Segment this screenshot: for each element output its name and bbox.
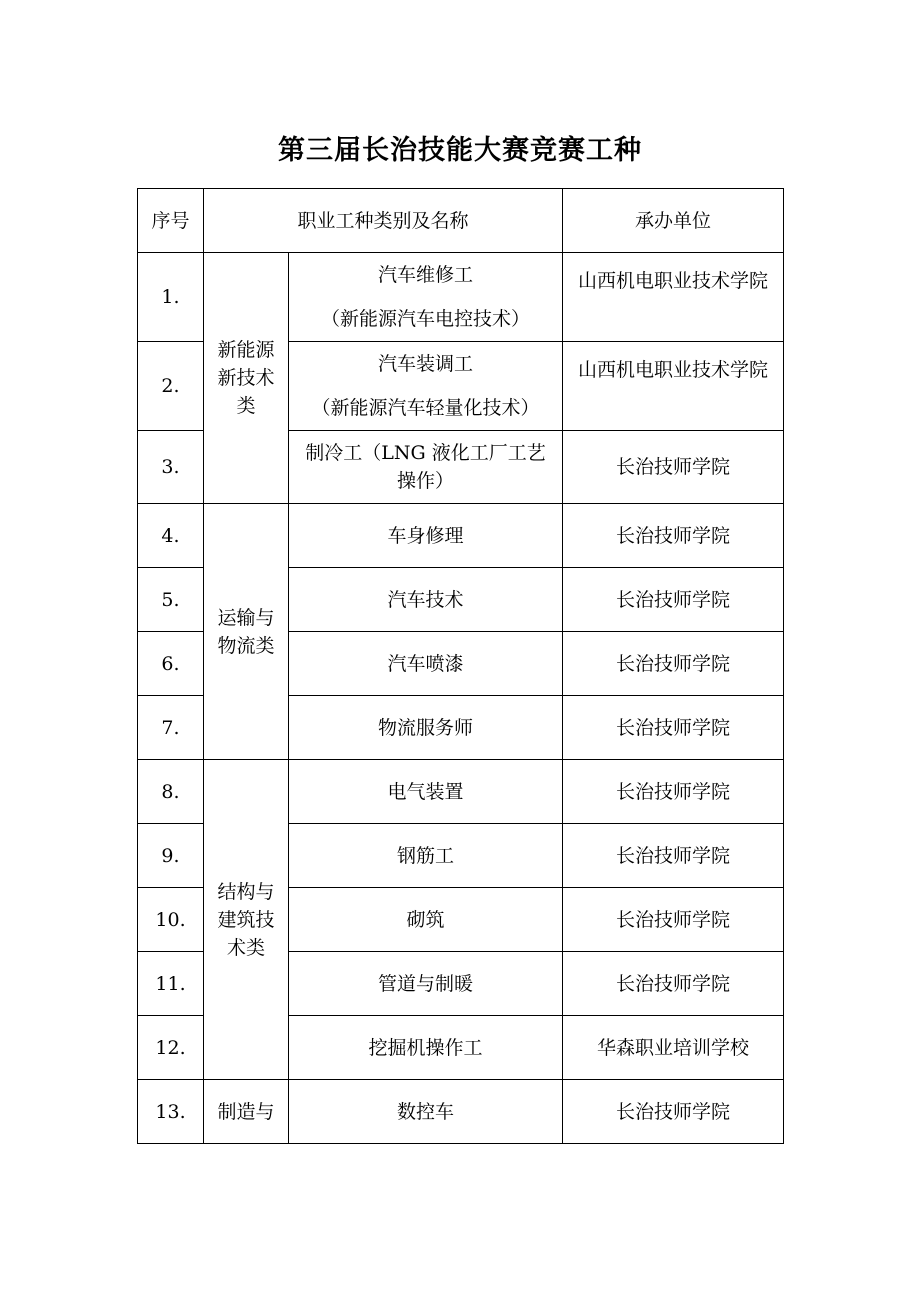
- trade-name: 砌筑: [289, 888, 563, 952]
- category-line: 结构与: [217, 880, 275, 903]
- category-cell: [204, 504, 289, 760]
- trade-name: 挖掘机操作工: [289, 1016, 563, 1080]
- host-organization: 长治技师学院: [563, 888, 784, 952]
- row-number: 9.: [138, 824, 204, 888]
- table-row: [138, 1080, 784, 1144]
- row-number: 4.: [138, 504, 204, 568]
- trade-name-line: （新能源汽车轻量化技术）: [311, 397, 540, 419]
- host-organization: 长治技师学院: [563, 824, 784, 888]
- host-organization: 山西机电职业技术学院: [563, 342, 784, 431]
- competition-table: [137, 188, 784, 1144]
- host-organization: 长治技师学院: [563, 504, 784, 568]
- trade-name: 汽车喷漆: [289, 632, 563, 696]
- table-header-row: [138, 189, 784, 253]
- trade-name: [289, 253, 563, 342]
- host-organization: 山西机电职业技术学院: [563, 253, 784, 342]
- trade-name: 管道与制暖: [289, 952, 563, 1016]
- host-organization: 长治技师学院: [563, 1080, 784, 1144]
- category-cell: [204, 760, 289, 1080]
- row-number: 13.: [138, 1080, 204, 1144]
- trade-name-line: 操作）: [397, 470, 455, 492]
- row-number: 3.: [138, 431, 204, 504]
- trade-name: 数控车: [289, 1080, 563, 1144]
- header-no: 序号: [138, 189, 204, 253]
- trade-name: 电气装置: [289, 760, 563, 824]
- row-number: 5.: [138, 568, 204, 632]
- category-line: 物流类: [217, 634, 275, 657]
- trade-name: [289, 342, 563, 431]
- row-number: 12.: [138, 1016, 204, 1080]
- host-organization: 长治技师学院: [563, 760, 784, 824]
- row-number: 2.: [138, 342, 204, 431]
- host-organization: 长治技师学院: [563, 696, 784, 760]
- trade-name: 物流服务师: [289, 696, 563, 760]
- trade-name: [289, 431, 563, 504]
- header-name: 职业工种类别及名称: [204, 189, 563, 253]
- table-row: [138, 504, 784, 568]
- host-organization: 长治技师学院: [563, 431, 784, 504]
- row-number: 1.: [138, 253, 204, 342]
- table-row: [138, 760, 784, 824]
- host-organization: 长治技师学院: [563, 952, 784, 1016]
- row-number: 6.: [138, 632, 204, 696]
- trade-name: 钢筋工: [289, 824, 563, 888]
- table-row: [138, 253, 784, 342]
- host-organization: 华森职业培训学校: [563, 1016, 784, 1080]
- host-organization: 长治技师学院: [563, 568, 784, 632]
- category-line: 术类: [226, 936, 265, 959]
- trade-name-line: 汽车装调工: [378, 353, 474, 375]
- row-number: 7.: [138, 696, 204, 760]
- trade-name: 汽车技术: [289, 568, 563, 632]
- page-title: 第三届长治技能大赛竞赛工种: [278, 135, 642, 166]
- trade-name-line: （新能源汽车电控技术）: [321, 308, 531, 330]
- trade-name: 车身修理: [289, 504, 563, 568]
- row-number: 10.: [138, 888, 204, 952]
- category-line: 建筑技: [217, 908, 275, 931]
- trade-name-line: 汽车维修工: [378, 264, 474, 286]
- category-cell: [204, 1080, 289, 1144]
- category-line: 新能源: [217, 339, 275, 361]
- category-line: 新技术: [217, 367, 275, 389]
- row-number: 8.: [138, 760, 204, 824]
- header-org: 承办单位: [563, 189, 784, 253]
- category-cell: [204, 253, 289, 504]
- trade-name-line: 制冷工（LNG 液化工厂工艺: [305, 442, 546, 464]
- category-line: 制造与: [217, 1100, 275, 1123]
- category-line: 运输与: [217, 606, 275, 629]
- row-number: 11.: [138, 952, 204, 1016]
- category-line: 类: [236, 395, 256, 417]
- host-organization: 长治技师学院: [563, 632, 784, 696]
